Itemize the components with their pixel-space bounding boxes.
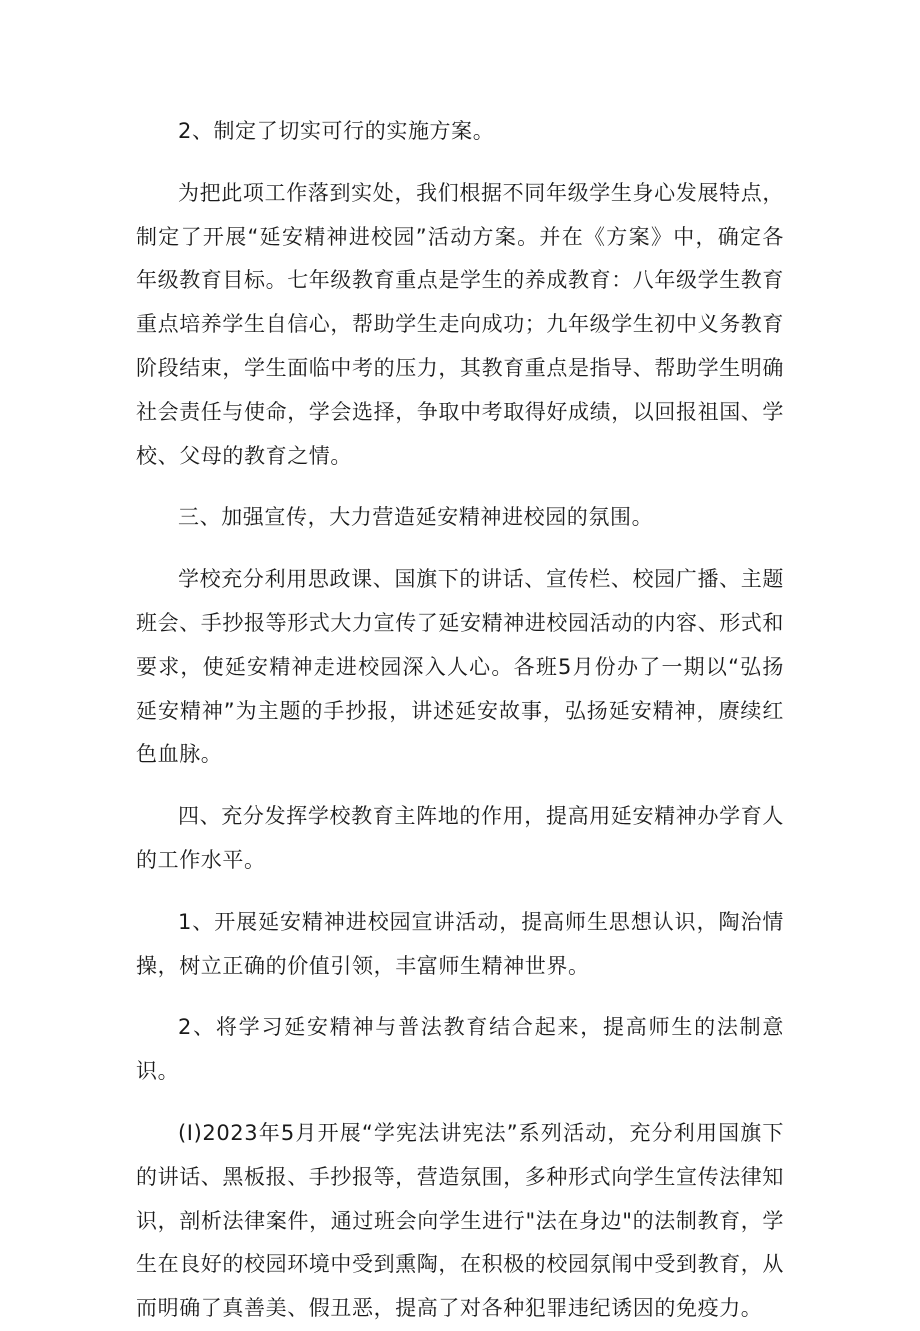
paragraph-publicity: 学校充分利用思政课、国旗下的讲话、宣传栏、校园广播、主题班会、手抄报等形式大力宣传了延安精神进校园活动的内容、形式和要求，使延安精神走进校园深入人心。各班5月份办了一期以“弘扬延安精神”为主题的手抄报，讲述延安故事，弘扬延安精神，赓续红色血脉。 <box>136 567 784 767</box>
paragraph-lecture-activity: 1、开展延安精神进校园宣讲活动，提高师生思想认识，陶治情操，树立正确的价值引领，丰富师生精神世界。 <box>136 909 784 978</box>
paragraph-legal-education: 2、将学习延安精神与普法教育结合起来，提高师生的法制意识。 <box>136 1015 784 1084</box>
heading-education-role: 四、充分发挥学校教育主阵地的作用，提高用延安精神办学育人的工作水平。 <box>136 804 784 872</box>
heading-publicity: 三、加强宣传，大力营造延安精神进校园的氛围。 <box>178 505 654 530</box>
paragraph-grade-goals: 为把此项工作落到实处，我们根据不同年级学生身心发展特点，制定了开展“延安精神进校园”活动方案。并在《方案》中，确定各年级教育目标。七年级教育重点是学生的养成教育：八年级学生教育重点培养学生自信心，帮助学生走向成功；九年级学生初中义务教育阶段结束，学生面临中考的压力，其教育重点是指导、帮助学生明确社会责任与使命，学会选择，争取中考取得好成绩，以回报祖国、学校、父母的教育之情。 <box>136 180 784 468</box>
paragraph-implementation-plan: 2、制定了切实可行的实施方案。 <box>178 119 495 143</box>
paragraph-constitution-activity: (I)2023年5月开展“学宪法讲宪法”系列活动，充分利用国旗下的讲话、黑板报、手抄报等，营造氛围，多种形式向学生宣传法律知识，剖析法律案件，通过班会向学生进行"法在身边"的法制教育，学生在良好的校园环境中受到熏陶，在积极的校园氛闱中受到教育，从而明确了真善美、假丑恶，提高了对各种犯罪违纪诱因的免疫力。 <box>136 1120 784 1321</box>
